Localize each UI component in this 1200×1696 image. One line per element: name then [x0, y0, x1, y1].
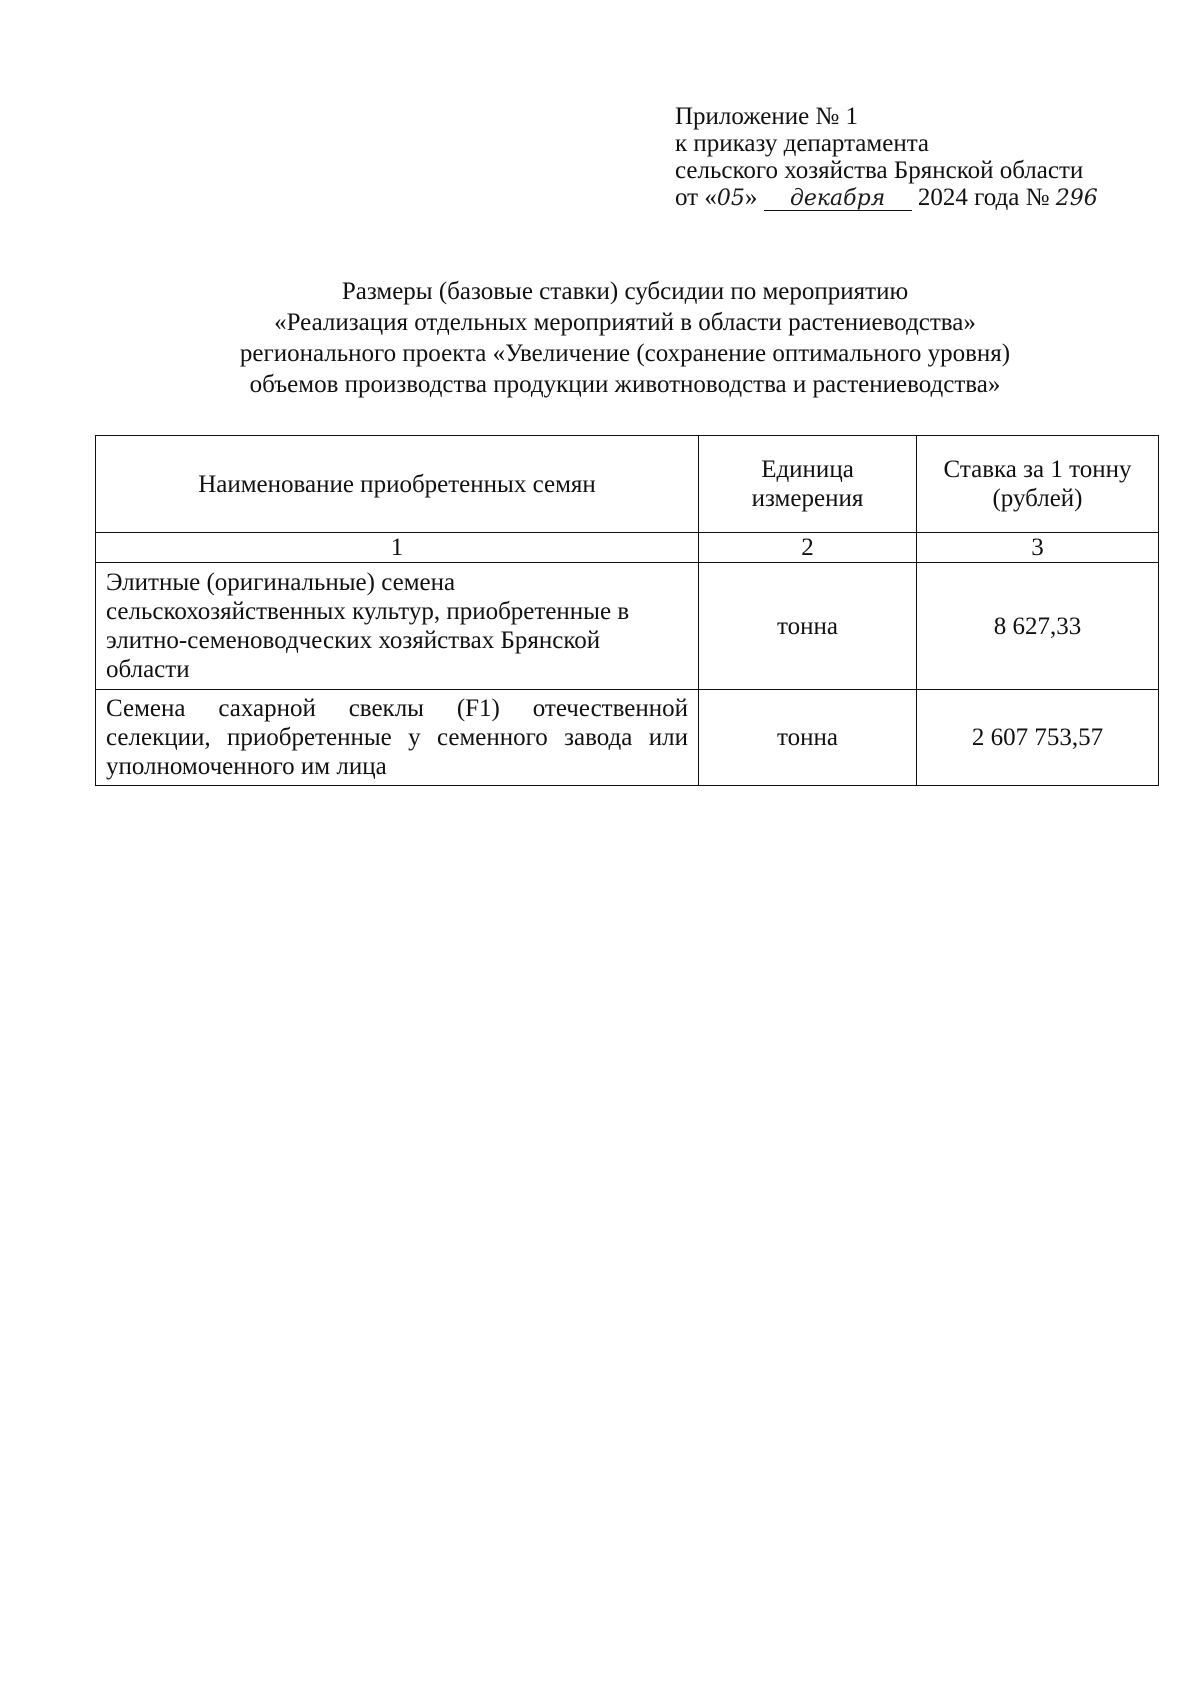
title-line-4: объемов производства продукции животноводства и растениеводства»	[249, 371, 1001, 398]
column-number-2: 2	[699, 533, 917, 563]
column-number-row	[96, 533, 1159, 563]
title-line-2: «Реализация отдельных мероприятий в области растениеводства»	[274, 309, 976, 336]
title-line-1: Размеры (базовые ставки) субсидии по мероприятию	[341, 278, 909, 305]
table-row	[96, 690, 1159, 786]
table-row	[96, 563, 1159, 690]
annex-department: сельского хозяйства Брянской области	[675, 157, 1084, 184]
document-title	[100, 276, 1150, 400]
handwritten-day: 05	[716, 186, 745, 211]
row-seed-name: Элитные (оригинальные) семена сельскохозяйственных культур, приобретенные в элитно-семеноводческих хозяйствах Брянской области	[96, 563, 699, 690]
handwritten-month: декабря	[789, 186, 886, 211]
annex-date-line	[675, 184, 1098, 212]
header-rate: Ставка за 1 тонну (рублей)	[917, 436, 1159, 533]
annex-order-ref: к приказу департамента	[675, 130, 930, 157]
column-number-3: 3	[917, 533, 1159, 563]
header-unit: Единица измерения	[699, 436, 917, 533]
handwritten-order-number: 296	[1055, 186, 1098, 211]
annex-header	[675, 103, 1098, 212]
date-year: 2024 года №	[917, 184, 1050, 211]
row-rate: 8 627,33	[917, 563, 1159, 690]
header-seed-name: Наименование приобретенных семян	[96, 436, 699, 533]
month-blank	[764, 187, 912, 211]
table-header-row	[96, 436, 1159, 533]
row-unit: тонна	[699, 563, 917, 690]
title-line-3: регионального проекта «Увеличение (сохранение оптимального уровня)	[239, 340, 1011, 367]
row-unit: тонна	[699, 690, 917, 786]
row-rate: 2 607 753,57	[917, 690, 1159, 786]
subsidy-rates-table	[95, 435, 1159, 786]
annex-title: Приложение № 1	[675, 103, 859, 130]
column-number-1: 1	[96, 533, 699, 563]
row-seed-name: Семена сахарной свеклы (F1) отечественной селекции, приобретенные у семенного завода или уполномоченного им лица	[96, 690, 699, 786]
date-close: »	[744, 184, 758, 211]
date-prefix: от «	[675, 184, 717, 211]
